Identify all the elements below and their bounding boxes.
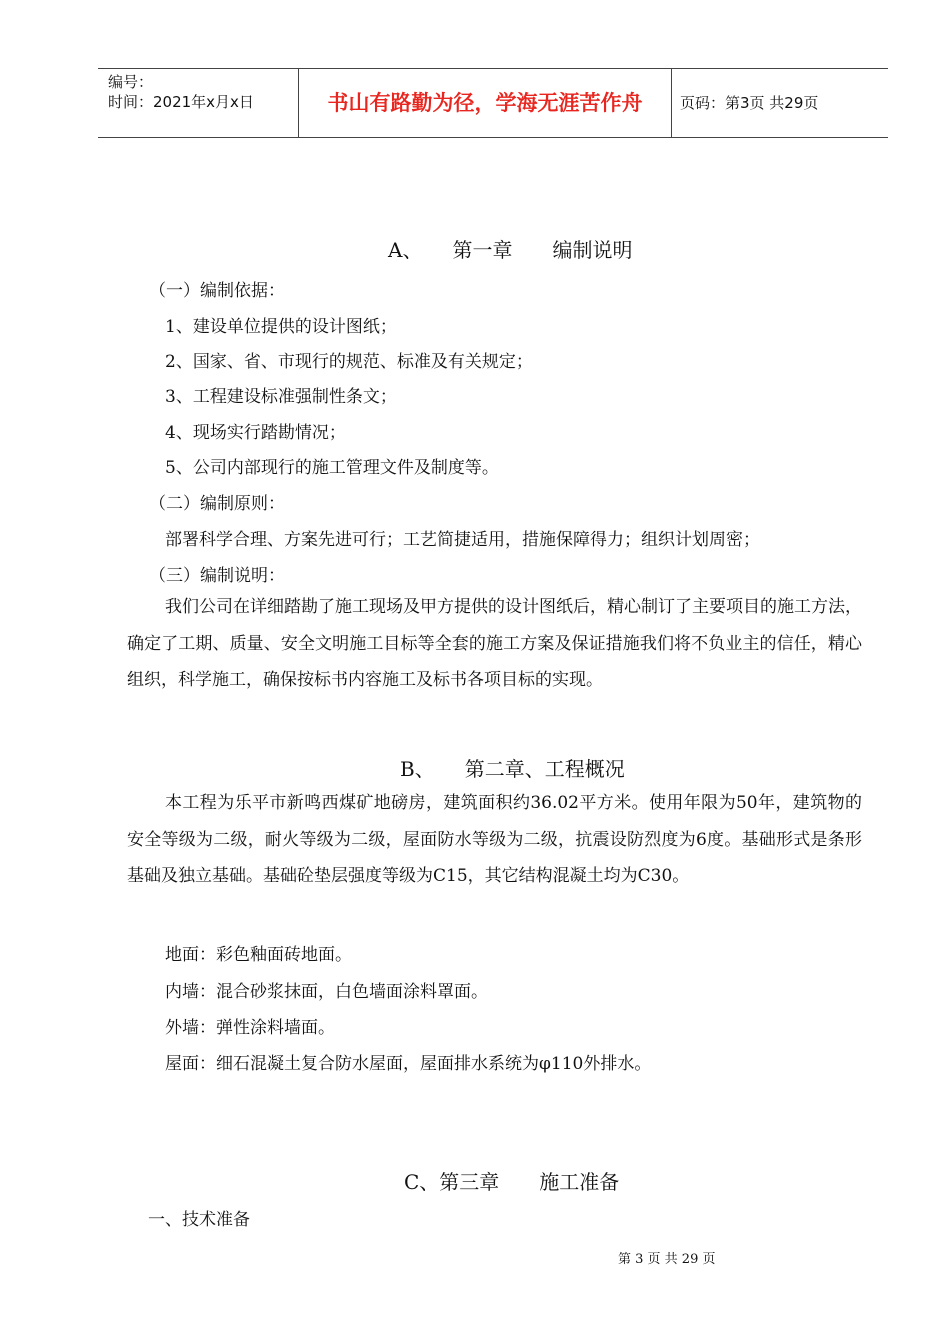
page-footer: 第 3 页 共 29 页	[618, 1252, 716, 1267]
chapter-2-title: B、 第二章、工程概况	[400, 757, 625, 781]
serial-number-label: 编号：	[108, 73, 154, 91]
outer-wall-spec: 外墙：弹性涂料墙面。	[165, 1018, 335, 1038]
section-technical-prep: 一、技术准备	[148, 1210, 250, 1230]
explain-heading: （三）编制说明：	[149, 566, 285, 586]
basis-item: 2、国家、省、市现行的规范、标准及有关规定；	[165, 352, 533, 372]
basis-heading: （一）编制依据：	[149, 281, 285, 301]
explain-paragraph: 我们公司在详细踏勘了施工现场及甲方提供的设计图纸后，精心制订了主要项目的施工方法，确定了工期、质量、安全文明施工目标等全套的施工方案及保证措施我们将不负业主的信任，精心组织，科学施工，确保按标书内容施工及标书各项目标的实现。	[127, 597, 862, 690]
basis-item: 3、工程建设标准强制性条文；	[165, 387, 397, 407]
header-motto: 书山有路勤为径，学海无涯苦作舟	[299, 69, 672, 137]
chapter-1-title: A、 第一章 编制说明	[388, 238, 633, 262]
chapter-3-title: C、第三章 施工准备	[404, 1170, 620, 1194]
header-page-info: 页码：第3页 共29页	[680, 94, 819, 112]
inner-wall-spec: 内墙：混合砂浆抹面，白色墙面涂料罩面。	[165, 982, 488, 1002]
document-header	[98, 68, 888, 138]
roof-spec: 屋面：细石混凝土复合防水屋面，屋面排水系统为φ110外排水。	[165, 1054, 652, 1074]
basis-item: 1、建设单位提供的设计图纸；	[165, 317, 397, 337]
header-meta-cell	[98, 69, 299, 137]
basis-item: 4、现场实行踏勘情况；	[165, 423, 346, 443]
floor-spec: 地面：彩色釉面砖地面。	[165, 945, 352, 965]
basis-item: 5、公司内部现行的施工管理文件及制度等。	[165, 458, 499, 478]
principle-text: 部署科学合理、方案先进可行；工艺简捷适用，措施保障得力；组织计划周密；	[165, 530, 760, 550]
overview-paragraph: 本工程为乐平市新鸣西煤矿地磅房，建筑面积约36.02平方米。使用年限为50年，建筑物的安全等级为二级，耐火等级为二级，屋面防水等级为二级，抗震设防烈度为6度。基础形式是条形基础及独立基础。基础砼垫层强度等级为C15，其它结构混凝土均为C30。	[127, 793, 862, 886]
date-label: 时间：2021年x月x日	[108, 93, 254, 111]
principle-heading: （二）编制原则：	[149, 494, 285, 514]
